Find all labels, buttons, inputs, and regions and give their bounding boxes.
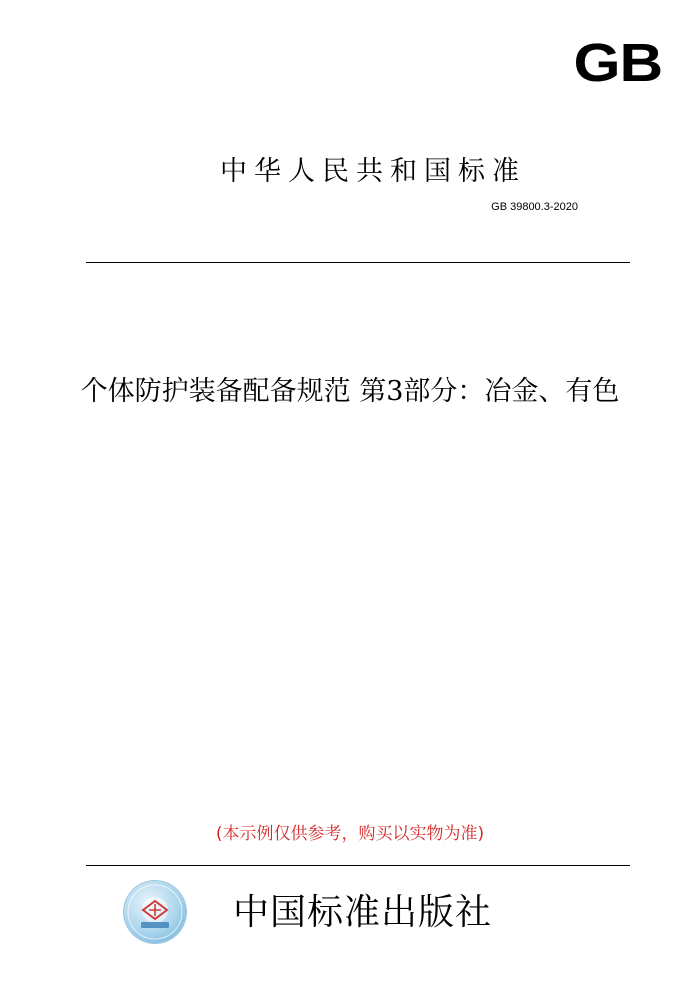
gb-logo: GB bbox=[573, 33, 662, 93]
bottom-divider bbox=[86, 865, 630, 866]
publisher-name: 中国标准出版社 bbox=[233, 892, 493, 933]
top-divider bbox=[86, 262, 630, 263]
document-title: 个体防护装备配备规范 第3部分：冶金、有色 bbox=[80, 376, 620, 407]
standard-category-text: 中华人民共和国标准 bbox=[220, 156, 526, 187]
standard-code: GB 39800.3-2020 bbox=[491, 201, 578, 213]
standard-category bbox=[0, 156, 700, 188]
sample-notice: (本示例仅供参考，购买以实物为准) bbox=[215, 824, 485, 844]
publisher-seal-icon bbox=[124, 881, 186, 943]
